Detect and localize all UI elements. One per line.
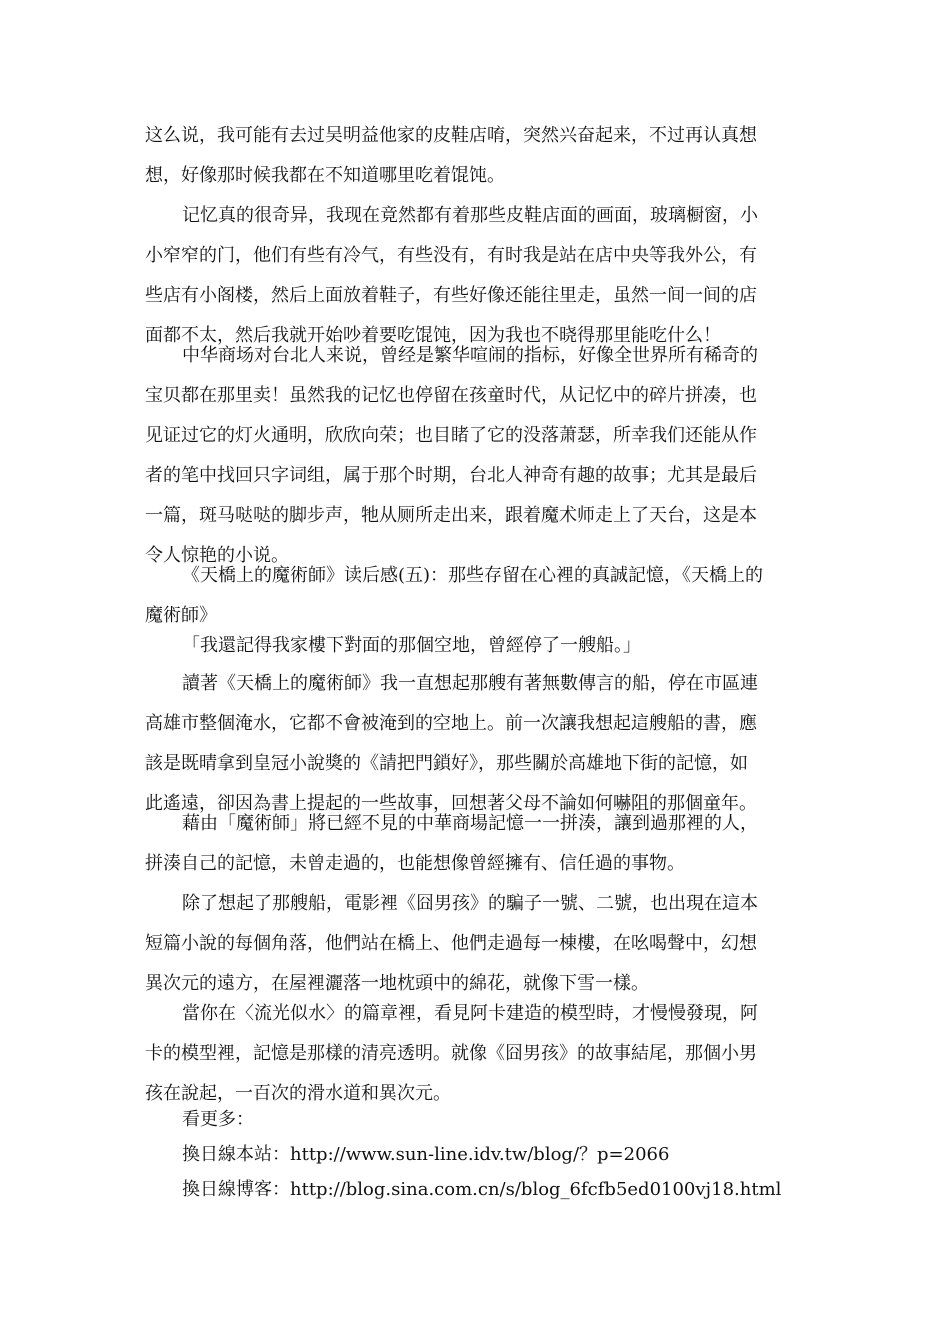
text-line: 面都不太，然后我就开始吵着要吃馄饨，因为我也不晓得那里能吃什么！ [145,325,721,346]
text-line: 看更多： [182,1109,254,1130]
text-line: 「我還記得我家樓下對面的那個空地，曾經停了一艘船。」 [182,635,641,656]
text-line: 小窄窄的门，他们有些有冷气，有些没有，有时我是站在店中央等我外公，有 [145,245,757,266]
text-line: 拼湊自己的記憶，未曾走過的，也能想像曾經擁有、信任過的事物。 [145,853,685,874]
see-more-label [145,1100,810,1140]
blog-link[interactable]: 換日線博客：http://blog.sina.com.cn/s/blog_6fcfb5ed0100vj18.html [182,1179,782,1200]
text-line: 卡的模型裡，記憶是那樣的清亮透明。就像《囧男孩》的故事結尾，那個小男 [145,1043,757,1064]
text-line: 除了想起了那艘船，電影裡《囧男孩》的騙子一號、二號，也出現在這本 [182,893,758,914]
text-line: 中华商场对台北人来说，曾经是繁华喧闹的指标，好像全世界所有稀奇的 [182,345,758,366]
text-line: 这么说，我可能有去过吴明益他家的皮鞋店唷，突然兴奋起来，不过再认真想 [145,125,757,146]
text-line: 異次元的遠方，在屋裡灑落一地枕頭中的綿花，就像下雪一樣。 [145,973,649,994]
site-link[interactable]: 換日線本站：http://www.sun-line.idv.tw/blog/？p=2066 [182,1144,670,1165]
text-line: 见证过它的灯火通明，欣欣向荣；也目睹了它的没落萧瑟，所幸我们还能从作 [145,425,757,446]
paragraph-5 [145,664,810,824]
text-line: 當你在〈流光似水〉的篇章裡，看見阿卡建造的模型時，才慢慢發現，阿 [182,1003,758,1024]
text-line: 想，好像那时候我都在不知道哪里吃着馄饨。 [145,165,505,186]
text-line: 該是既晴拿到皇冠小說獎的《請把門鎖好》，那些關於高雄地下街的記憶，如 [145,753,748,774]
paragraph-1 [145,116,810,196]
text-line: 讀著《天橋上的魔術師》我一直想起那艘有著無數傳言的船，停在市區連 [182,673,758,694]
link-line-blog[interactable] [145,1170,810,1210]
paragraph-6 [145,804,810,884]
link-line-site[interactable] [145,1135,810,1175]
text-line: 记忆真的很奇异，我现在竟然都有着那些皮鞋店面的画面，玻璃橱窗，小 [182,205,758,226]
paragraph-8 [145,994,810,1114]
text-line: 孩在說起，一百次的滑水道和異次元。 [145,1083,451,1104]
paragraph-7 [145,884,810,1004]
text-line: 一篇，斑马哒哒的脚步声，牠从厕所走出来，跟着魔术师走上了天台，这是本 [145,505,757,526]
text-line: 些店有小阁楼，然后上面放着鞋子，有些好像还能往里走，虽然一间一间的店 [145,285,757,306]
paragraph-2 [145,196,810,356]
text-line: 短篇小說的每個角落，他們站在橋上、他們走過每一棟樓，在吆喝聲中，幻想 [145,933,757,954]
text-line: 者的笔中找回只字词组，属于那个时期，台北人神奇有趣的故事；尤其是最后 [145,465,757,486]
text-line: 令人惊艳的小说。 [145,545,289,566]
heading-line: 魔術師》 [145,605,217,626]
text-line: 此遙遠，卻因為書上提起的一些故事，回想著父母不論如何嚇阻的那個童年。 [145,793,757,814]
section-heading [145,556,810,636]
heading-line: 《天橋上的魔術師》读后感(五)：那些存留在心裡的真誠記憶，《天橋上的 [182,565,764,586]
text-line: 高雄市整個淹水，它都不會被淹到的空地上。前一次讓我想起這艘船的書，應 [145,713,757,734]
text-line: 藉由「魔術師」將已經不見的中華商場記憶一一拼湊，讓到過那裡的人， [182,813,758,834]
text-line: 宝贝都在那里卖！虽然我的记忆也停留在孩童时代，从记忆中的碎片拼凑，也 [145,385,757,406]
paragraph-3 [145,336,810,576]
quote-line [145,626,810,666]
